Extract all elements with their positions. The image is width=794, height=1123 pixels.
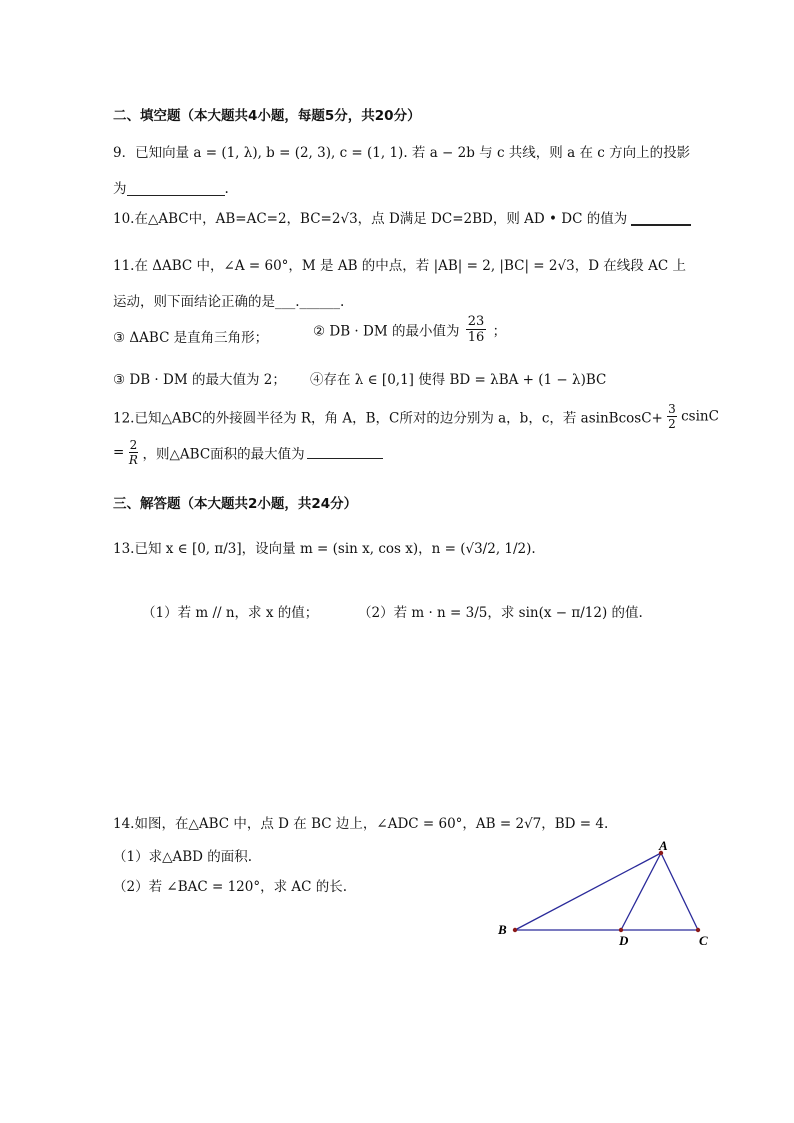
question-11-option-4: ④存在 λ ∈ [0,1] 使得 BD = λBA + (1 − λ)BC [310, 372, 607, 388]
question-9-line-2 [113, 177, 229, 197]
label-c: C [699, 933, 708, 948]
question-13-part-2: （2）若 m · n = 3/5，求 sin(x − π/12) 的值. [358, 605, 643, 621]
segment-ad [621, 853, 661, 930]
question-12-line-2 [113, 438, 383, 467]
question-10 [113, 207, 691, 227]
fraction-denominator: 2 [668, 417, 676, 431]
section-3-header: 三、解答题（本大题共2小题，共24分） [113, 496, 358, 512]
q12-question-text: ，则△ABC面积的最大值为 [142, 446, 305, 463]
q12-text-suffix: csinC [681, 408, 719, 425]
option-2-prefix: ② DB · DM 的最小值为 [313, 323, 460, 340]
section-2-header: 二、填空题（本大题共4小题，每题5分，共20分） [113, 108, 421, 124]
label-d: D [619, 933, 629, 948]
answer-blank-12[interactable] [307, 444, 383, 459]
question-11-line-1: 11.在 ΔABC 中，∠A = 60°，M 是 AB 的中点，若 |AB| = 2, |BC| = 2√3，D 在线段 AC 上 [113, 258, 686, 274]
q12-equals: = [113, 444, 125, 461]
answer-blank-10[interactable] [631, 210, 691, 226]
question-14-part-1: （1）求△ABD 的面积. [113, 849, 253, 865]
fraction-numerator: 2 [129, 438, 138, 452]
question-11-line-2: 运动，则下面结论正确的是___.______. [113, 294, 345, 310]
question-10-text: 10.在△ABC中，AB=AC=2，BC=2√3，点 D满足 DC=2BD，则 AD • DC 的值为 [113, 211, 628, 227]
point-c [696, 928, 700, 932]
question-14-part-2: （2）若 ∠BAC = 120°，求 AC 的长. [113, 879, 348, 895]
option-2-suffix: ； [492, 323, 507, 340]
label-a: A [659, 838, 668, 853]
fraction-denominator: R [128, 453, 138, 467]
question-9-line-1: 9．已知向量 a = (1, λ), b = (2, 3), c = (1, 1). 若 a − 2b 与 c 共线，则 a 在 c 方向上的投影 [113, 145, 691, 161]
fraction-2-r [129, 438, 139, 467]
question-13-line-1: 13.已知 x ∈ [0, π/3]，设向量 m = (sin x, cos x)，n = (√3/2, 1/2). [113, 541, 536, 557]
triangle-figure [496, 836, 726, 952]
fraction-numerator: 23 [467, 314, 485, 329]
question-9-suffix: . [224, 181, 229, 197]
fraction-3-2 [667, 402, 677, 431]
segment-ab [515, 853, 661, 930]
question-11-option-1: ③ ΔABC 是直角三角形； [113, 330, 269, 346]
fraction-23-16 [466, 314, 487, 345]
question-11-option-2 [313, 314, 506, 345]
answer-blank-9[interactable] [127, 181, 225, 196]
point-b [513, 928, 517, 932]
question-13-part-1: （1）若 m // n，求 x 的值； [142, 605, 319, 621]
label-b: B [498, 922, 507, 937]
fraction-numerator: 3 [668, 402, 676, 416]
question-11-option-3: ③ DB · DM 的最大值为 2； [113, 372, 286, 388]
question-14-line-1: 14.如图，在△ABC 中，点 D 在 BC 边上，∠ADC = 60°，AB = 2√7，BD = 4. [113, 816, 609, 832]
question-12-line-1 [113, 402, 719, 431]
fraction-denominator: 16 [467, 330, 485, 345]
segment-ac [661, 853, 698, 930]
q12-text-prefix: 12.已知△ABC的外接圆半径为 R，角 A，B，C所对的边分别为 a，b，c，若 asinBcosC+ [113, 410, 663, 427]
question-9-prefix: 为 [113, 181, 127, 197]
point-d [619, 928, 623, 932]
